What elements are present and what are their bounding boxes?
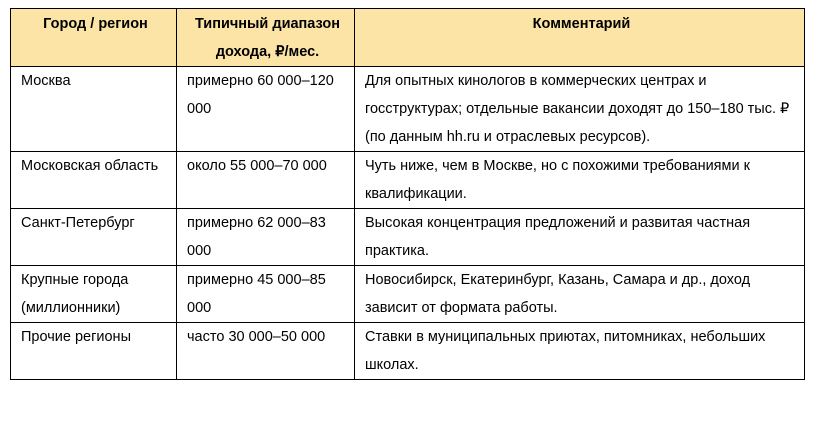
table-row	[11, 323, 805, 380]
income-table	[10, 8, 805, 380]
table-row	[11, 266, 805, 323]
region-cell: Московская область	[11, 152, 177, 209]
header-comment: Комментарий	[355, 9, 805, 67]
table-body	[11, 67, 805, 380]
income-cell: около 55 000–70 000	[177, 152, 355, 209]
table-row	[11, 67, 805, 152]
comment-cell: Чуть ниже, чем в Москве, но с похожими требованиями к квалификации.	[355, 152, 805, 209]
comment-cell: Ставки в муниципальных приютах, питомниках, небольших школах.	[355, 323, 805, 380]
region-cell: Москва	[11, 67, 177, 152]
header-income: Типичный диапазон дохода, ₽/мес.	[177, 9, 355, 67]
region-cell: Санкт-Петербург	[11, 209, 177, 266]
comment-cell: Новосибирск, Екатеринбург, Казань, Самара и др., доход зависит от формата работы.	[355, 266, 805, 323]
region-cell: Прочие регионы	[11, 323, 177, 380]
table-row	[11, 209, 805, 266]
income-cell: примерно 45 000–85 000	[177, 266, 355, 323]
header-region: Город / регион	[11, 9, 177, 67]
region-cell: Крупные города (миллионники)	[11, 266, 177, 323]
income-cell: часто 30 000–50 000	[177, 323, 355, 380]
header-row	[11, 9, 805, 67]
comment-cell: Для опытных кинологов в коммерческих центрах и госструктурах; отдельные вакансии доходят до 150–180 тыс. ₽ (по данным hh.ru и отраслевых ресурсов).	[355, 67, 805, 152]
income-cell: примерно 60 000–120 000	[177, 67, 355, 152]
income-cell: примерно 62 000–83 000	[177, 209, 355, 266]
comment-cell: Высокая концентрация предложений и развитая частная практика.	[355, 209, 805, 266]
table-row	[11, 152, 805, 209]
table-header	[11, 9, 805, 67]
